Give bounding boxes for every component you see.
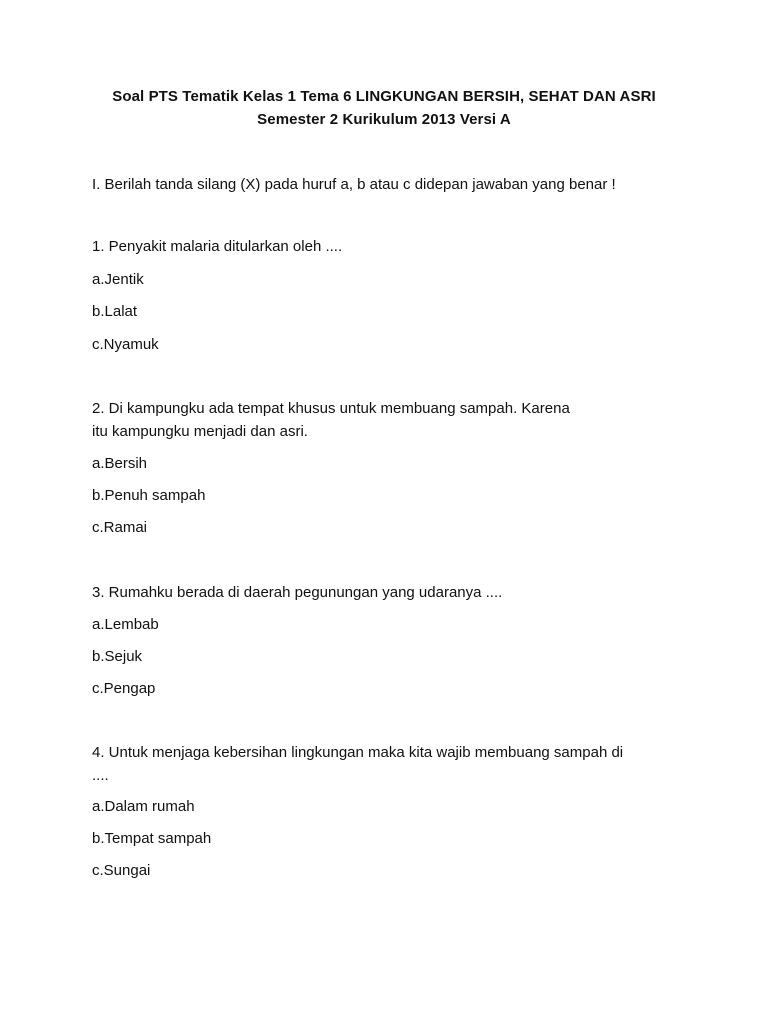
question-1-option-c: c.Nyamuk — [92, 336, 159, 353]
question-3-option-a: a.Lembab — [92, 616, 159, 633]
question-2-line-2: itu kampungku menjadi dan asri. — [92, 423, 308, 440]
instruction-text: I. Berilah tanda silang (X) pada huruf a, b atau c didepan jawaban yang benar ! — [92, 176, 616, 193]
question-3-option-c: c.Pengap — [92, 680, 156, 697]
question-4-option-c: c.Sungai — [92, 862, 151, 879]
question-1-option-a: a.Jentik — [92, 271, 144, 288]
question-4-line-1: 4. Untuk menjaga kebersihan lingkungan maka kita wajib membuang sampah di — [92, 744, 624, 761]
question-4-option-b: b.Tempat sampah — [92, 830, 212, 847]
question-2-option-b: b.Penuh sampah — [92, 487, 206, 504]
question-2-option-a: a.Bersih — [92, 455, 148, 472]
question-4-option-a: a.Dalam rumah — [92, 798, 195, 815]
question-3-option-b: b.Sejuk — [92, 648, 143, 665]
question-1-option-b: b.Lalat — [92, 303, 138, 320]
question-4-line-2: .... — [92, 767, 109, 784]
document-title: Soal PTS Tematik Kelas 1 Tema 6 LINGKUNGAN BERSIH, SEHAT DAN ASRI — [112, 88, 656, 105]
question-3: 3. Rumahku berada di daerah pegunungan yang udaranya .... — [92, 584, 503, 601]
question-2-option-c: c.Ramai — [92, 519, 148, 536]
question-1: 1. Penyakit malaria ditularkan oleh .... — [92, 238, 343, 255]
question-2-line-1: 2. Di kampungku ada tempat khusus untuk membuang sampah. Karena — [92, 400, 570, 417]
document-subtitle: Semester 2 Kurikulum 2013 Versi A — [257, 111, 511, 128]
